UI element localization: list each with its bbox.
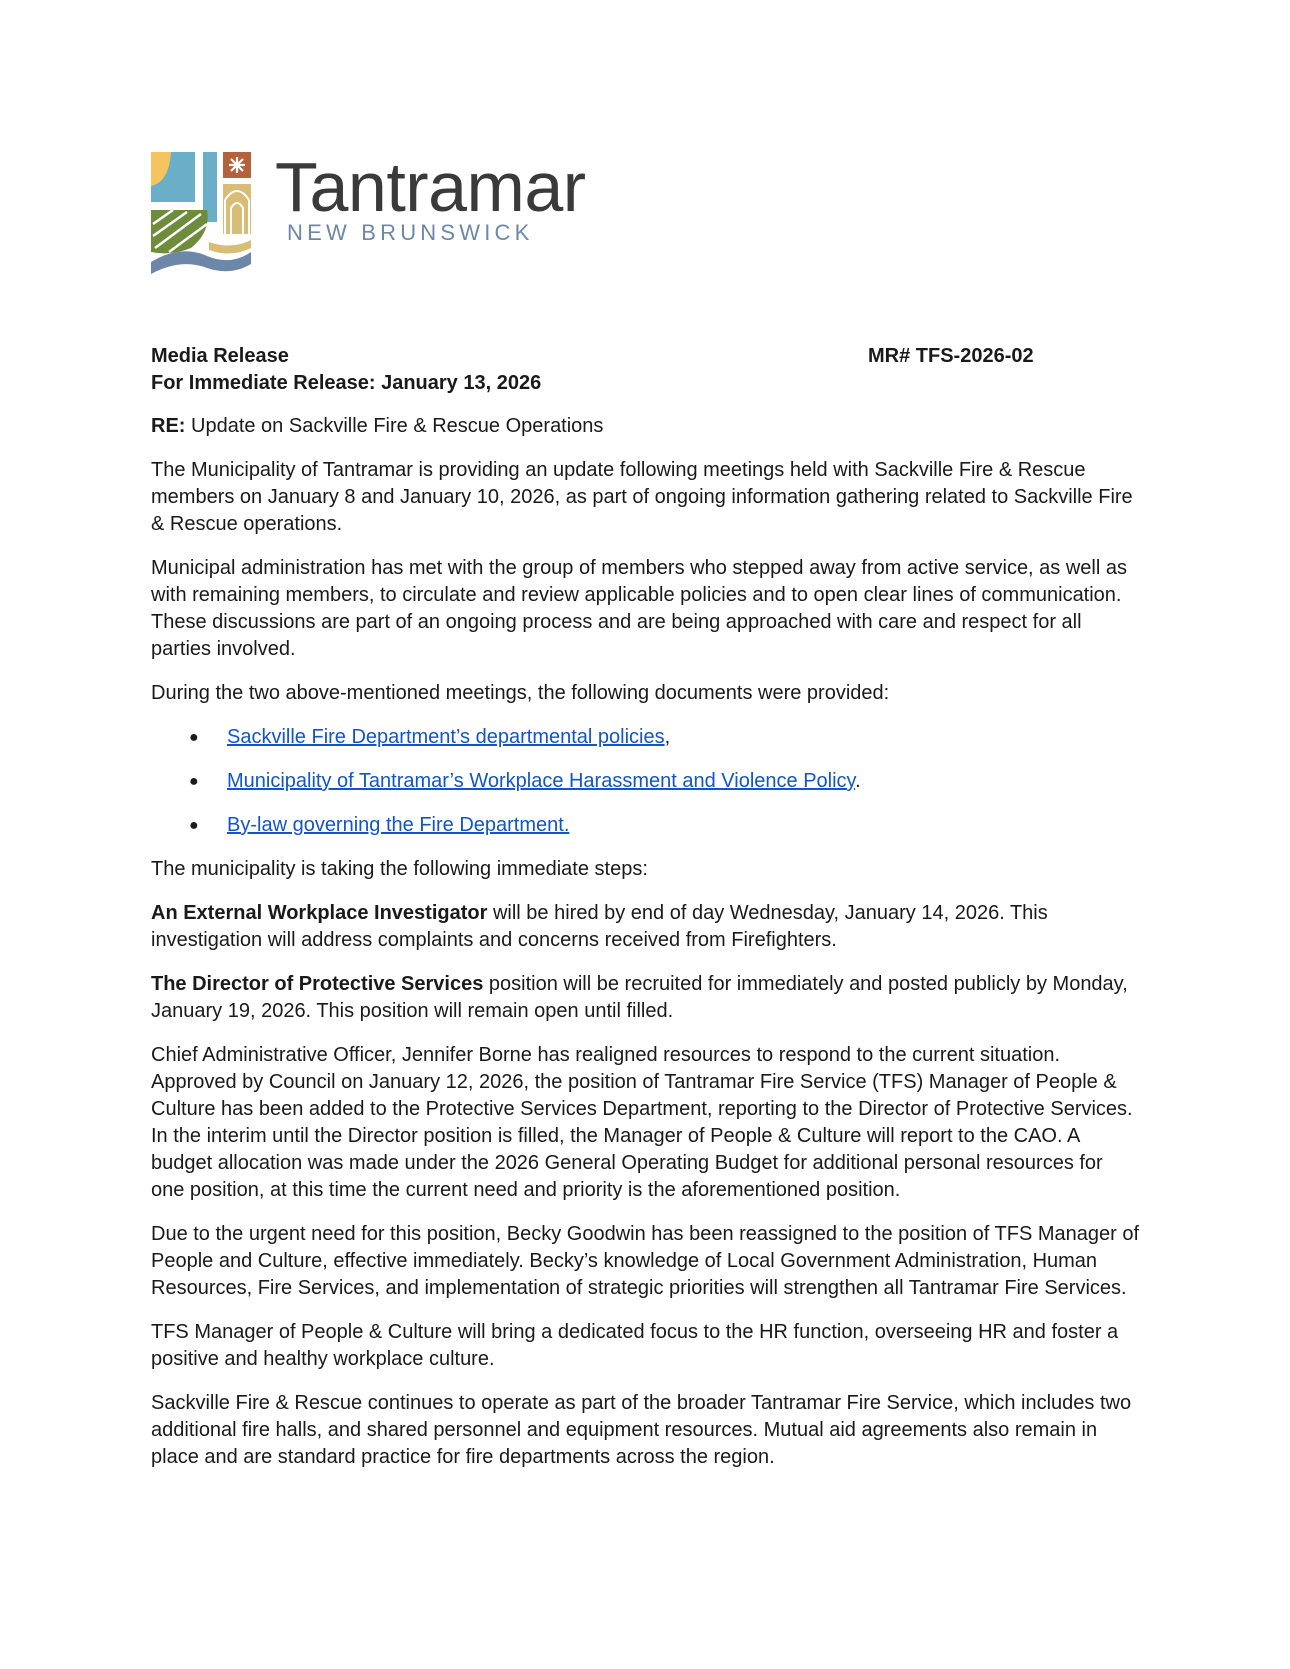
- logo-wordmark: Tantramar: [275, 148, 586, 226]
- logo-region: NEW BRUNSWICK: [287, 220, 534, 245]
- paragraph-1: The Municipality of Tantramar is providing an update following meetings held with Sackville Fire & Rescue members on January 8 and January 10, 2026, as part of ongoing information gathering related to Sackville Fire & Rescue operations.: [151, 459, 1133, 535]
- paragraph-5-bold: An External Workplace Investigator: [151, 902, 488, 924]
- link-departmental-policies[interactable]: Sackville Fire Department’s departmental policies: [227, 726, 665, 748]
- list-item: [151, 724, 1141, 751]
- list-item: [151, 768, 1141, 795]
- re-text: Update on Sackville Fire & Rescue Operations: [185, 415, 604, 437]
- paragraph-10: Sackville Fire & Rescue continues to operate as part of the broader Tantramar Fire Service, which includes two additional fire halls, and shared personnel and equipment resources. Mutual aid agreements also remain in place and are standard practice for fire departments across the region.: [151, 1392, 1132, 1468]
- link-harassment-policy[interactable]: Municipality of Tantramar’s Workplace Harassment and Violence Policy: [227, 770, 856, 792]
- re-line: [151, 413, 1141, 440]
- release-body: [151, 413, 1141, 1488]
- paragraph-5: [151, 900, 1141, 954]
- paragraph-8: Due to the urgent need for this position, Becky Goodwin has been reassigned to the position of TFS Manager of People and Culture, effective immediately. Becky’s knowledge of Local Government Administration, Human Resources, Fire Services, and implementation of strategic priorities will strengthen all Tantramar Fire Services.: [151, 1223, 1140, 1299]
- paragraph-6-bold: The Director of Protective Services: [151, 973, 484, 995]
- documents-list: [151, 724, 1141, 839]
- bullet-icon: ●: [189, 773, 199, 790]
- release-header: [151, 343, 1141, 397]
- paragraph-6: [151, 971, 1141, 1025]
- list-item: [151, 812, 1141, 839]
- list-item-suffix: ,: [664, 726, 671, 748]
- paragraph-5-text: will be hired by end of day Wednesday, January 14, 2026. This investigation will address complaints and concerns received from Firefighters.: [151, 902, 1048, 951]
- list-item-suffix: .: [855, 770, 861, 792]
- paragraph-2: Municipal administration has met with the group of members who stepped away from active service, as well as with remaining members, to circulate and review applicable policies and to open clear lines of communication. These discussions are part of an ongoing process and are being approached with care and respect for all parties involved.: [151, 557, 1127, 660]
- tantramar-logo: [151, 148, 601, 282]
- release-type: Media Release: [151, 345, 289, 367]
- link-fire-bylaw[interactable]: By-law governing the Fire Department.: [227, 814, 570, 836]
- bullet-icon: ●: [189, 817, 199, 834]
- paragraph-4: The municipality is taking the following immediate steps:: [151, 858, 648, 880]
- release-date: For Immediate Release: January 13, 2026: [151, 372, 542, 394]
- paragraph-9: TFS Manager of People & Culture will bring a dedicated focus to the HR function, overseeing HR and foster a positive and healthy workplace culture.: [151, 1321, 1119, 1370]
- tantramar-emblem-icon: [151, 152, 253, 276]
- re-label: RE:: [151, 415, 186, 437]
- paragraph-7: Chief Administrative Officer, Jennifer Borne has realigned resources to respond to the current situation. Approved by Council on January 12, 2026, the position of Tantramar Fire Service (TFS) Manager of People & Culture has been added to the Protective Services Department, reporting to the Director of Protective Services. In the interim until the Director position is filled, the Manager of People & Culture will report to the CAO. A budget allocation was made under the 2026 General Operating Budget for additional personal resources for one position, at this time the current need and priority is the aforementioned position.: [151, 1044, 1133, 1201]
- mr-number: MR# TFS-2026-02: [868, 345, 1034, 367]
- paragraph-6-text: position will be recruited for immediately and posted publicly by Monday, January 19, 2026. This position will remain open until filled.: [151, 973, 1128, 1022]
- bullet-icon: ●: [189, 729, 199, 746]
- paragraph-3: During the two above-mentioned meetings, the following documents were provided:: [151, 682, 890, 704]
